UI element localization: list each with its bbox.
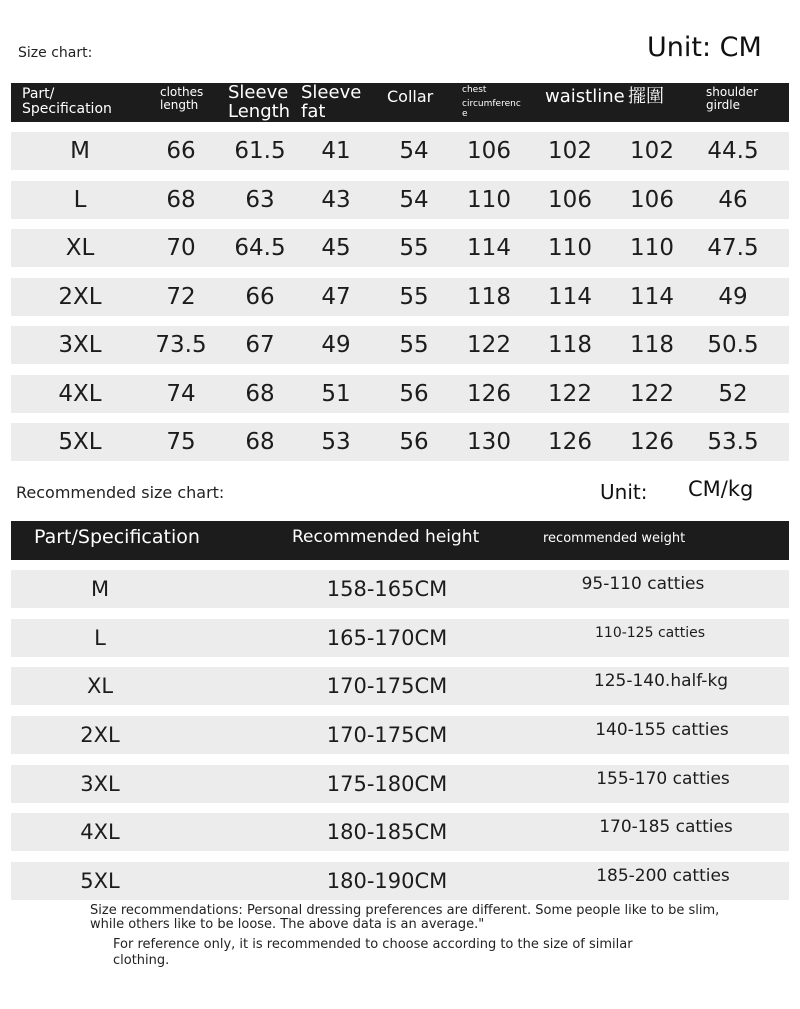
- header-part: Part/ Specification: [22, 86, 112, 117]
- value-cell: 74: [166, 381, 196, 407]
- value-cell: 110: [548, 235, 592, 261]
- value-cell: 61.5: [234, 138, 286, 164]
- weight-cell: 170-185 catties: [599, 817, 733, 837]
- value-cell: 68: [166, 187, 196, 213]
- header-hem: 擺圍: [628, 86, 664, 107]
- header-sleeve-fat: Sleeve fat: [301, 82, 362, 122]
- value-cell: 47.5: [707, 235, 759, 261]
- value-cell: 53.5: [707, 429, 759, 455]
- size-cell: 2XL: [80, 723, 120, 747]
- value-cell: 54: [399, 138, 429, 164]
- header-shoulder: shoulder girdle: [706, 85, 759, 112]
- value-cell: 50.5: [707, 332, 759, 358]
- size-cell: 3XL: [80, 772, 120, 796]
- value-cell: 72: [166, 284, 196, 310]
- value-cell: 126: [630, 429, 674, 455]
- value-cell: 56: [399, 429, 429, 455]
- height-cell: 170-175CM: [326, 723, 448, 747]
- value-cell: 118: [467, 284, 511, 310]
- weight-cell: 125-140.half-kg: [593, 671, 729, 691]
- value-cell: 70: [166, 235, 196, 261]
- value-cell: 118: [548, 332, 592, 358]
- value-cell: 110: [630, 235, 674, 261]
- value-cell: 47: [321, 284, 351, 310]
- unit-label: Unit: CM: [647, 32, 762, 63]
- value-cell: 55: [399, 284, 429, 310]
- size-cell: 4XL: [58, 381, 102, 407]
- header-chest: chest circumferenc e: [462, 85, 521, 119]
- value-cell: 64.5: [234, 235, 286, 261]
- value-cell: 51: [321, 381, 351, 407]
- size-cell: XL: [86, 674, 114, 698]
- header-part: Part/Specification: [34, 526, 200, 548]
- value-cell: 49: [718, 284, 748, 310]
- value-cell: 45: [321, 235, 351, 261]
- size-cell: M: [90, 577, 110, 601]
- size-cell: 3XL: [58, 332, 102, 358]
- size-cell: L: [73, 187, 87, 213]
- value-cell: 68: [245, 381, 275, 407]
- table-row: [11, 716, 789, 754]
- value-cell: 126: [467, 381, 511, 407]
- size-chart-header: [11, 83, 789, 122]
- unit-label: Unit:: [600, 480, 648, 504]
- value-cell: 122: [467, 332, 511, 358]
- table-row: [11, 423, 789, 461]
- table-row: [11, 229, 789, 267]
- height-cell: 175-180CM: [326, 772, 448, 796]
- value-cell: 53: [321, 429, 351, 455]
- weight-cell: 185-200 catties: [596, 866, 730, 886]
- height-cell: 180-190CM: [326, 869, 448, 893]
- size-cell: 4XL: [80, 820, 120, 844]
- value-cell: 102: [630, 138, 674, 164]
- value-cell: 75: [166, 429, 196, 455]
- value-cell: 106: [548, 187, 592, 213]
- table-row: [11, 132, 789, 170]
- header-waistline: waistline: [545, 86, 625, 107]
- value-cell: 102: [548, 138, 592, 164]
- size-cell: XL: [65, 235, 95, 261]
- unit-value: CM/kg: [688, 477, 754, 501]
- value-cell: 130: [467, 429, 511, 455]
- value-cell: 114: [630, 284, 674, 310]
- recommended-size-chart-label: Recommended size chart:: [16, 483, 225, 502]
- height-cell: 165-170CM: [326, 626, 448, 650]
- table-row: [11, 619, 789, 657]
- weight-cell: 155-170 catties: [596, 769, 730, 789]
- size-cell: 5XL: [80, 869, 120, 893]
- size-cell: 2XL: [58, 284, 102, 310]
- value-cell: 49: [321, 332, 351, 358]
- header-collar: Collar: [387, 87, 434, 106]
- value-cell: 66: [245, 284, 275, 310]
- table-row: [11, 813, 789, 851]
- table-row: [11, 326, 789, 364]
- value-cell: 52: [718, 381, 748, 407]
- value-cell: 54: [399, 187, 429, 213]
- value-cell: 106: [467, 138, 511, 164]
- value-cell: 126: [548, 429, 592, 455]
- value-cell: 55: [399, 332, 429, 358]
- size-cell: 5XL: [58, 429, 102, 455]
- value-cell: 43: [321, 187, 351, 213]
- header-weight: recommended weight: [543, 531, 686, 546]
- value-cell: 110: [467, 187, 511, 213]
- recommended-header: [11, 521, 789, 560]
- value-cell: 46: [718, 187, 748, 213]
- table-row: [11, 570, 789, 608]
- reference-note: For reference only, it is recommended to choose according to the size of similar clothing.: [113, 937, 633, 968]
- table-row: [11, 862, 789, 900]
- height-cell: 180-185CM: [326, 820, 448, 844]
- value-cell: 122: [548, 381, 592, 407]
- size-note: Size recommendations: Personal dressing preferences are different. Some people like to be slim, while others like to be loose. The above data is an average.": [90, 903, 720, 932]
- value-cell: 73.5: [155, 332, 207, 358]
- value-cell: 114: [548, 284, 592, 310]
- size-cell: L: [94, 626, 106, 650]
- weight-cell: 95-110 catties: [581, 574, 705, 594]
- height-cell: 170-175CM: [326, 674, 448, 698]
- header-clothes-length: clothes length: [160, 85, 204, 112]
- value-cell: 118: [630, 332, 674, 358]
- weight-cell: 140-155 catties: [595, 720, 729, 740]
- value-cell: 122: [630, 381, 674, 407]
- table-row: [11, 375, 789, 413]
- value-cell: 41: [321, 138, 351, 164]
- header-sleeve-length: Sleeve Length: [228, 82, 291, 122]
- table-row: [11, 278, 789, 316]
- value-cell: 44.5: [707, 138, 759, 164]
- height-cell: 158-165CM: [326, 577, 448, 601]
- size-cell: M: [70, 138, 90, 164]
- value-cell: 56: [399, 381, 429, 407]
- value-cell: 55: [399, 235, 429, 261]
- table-row: [11, 181, 789, 219]
- value-cell: 114: [467, 235, 511, 261]
- value-cell: 63: [245, 187, 275, 213]
- header-height: Recommended height: [292, 527, 480, 547]
- value-cell: 67: [245, 332, 275, 358]
- weight-cell: 110-125 catties: [595, 625, 705, 641]
- value-cell: 68: [245, 429, 275, 455]
- value-cell: 106: [630, 187, 674, 213]
- size-chart-label: Size chart:: [18, 45, 93, 61]
- value-cell: 66: [166, 138, 196, 164]
- table-row: [11, 667, 789, 705]
- table-row: [11, 765, 789, 803]
